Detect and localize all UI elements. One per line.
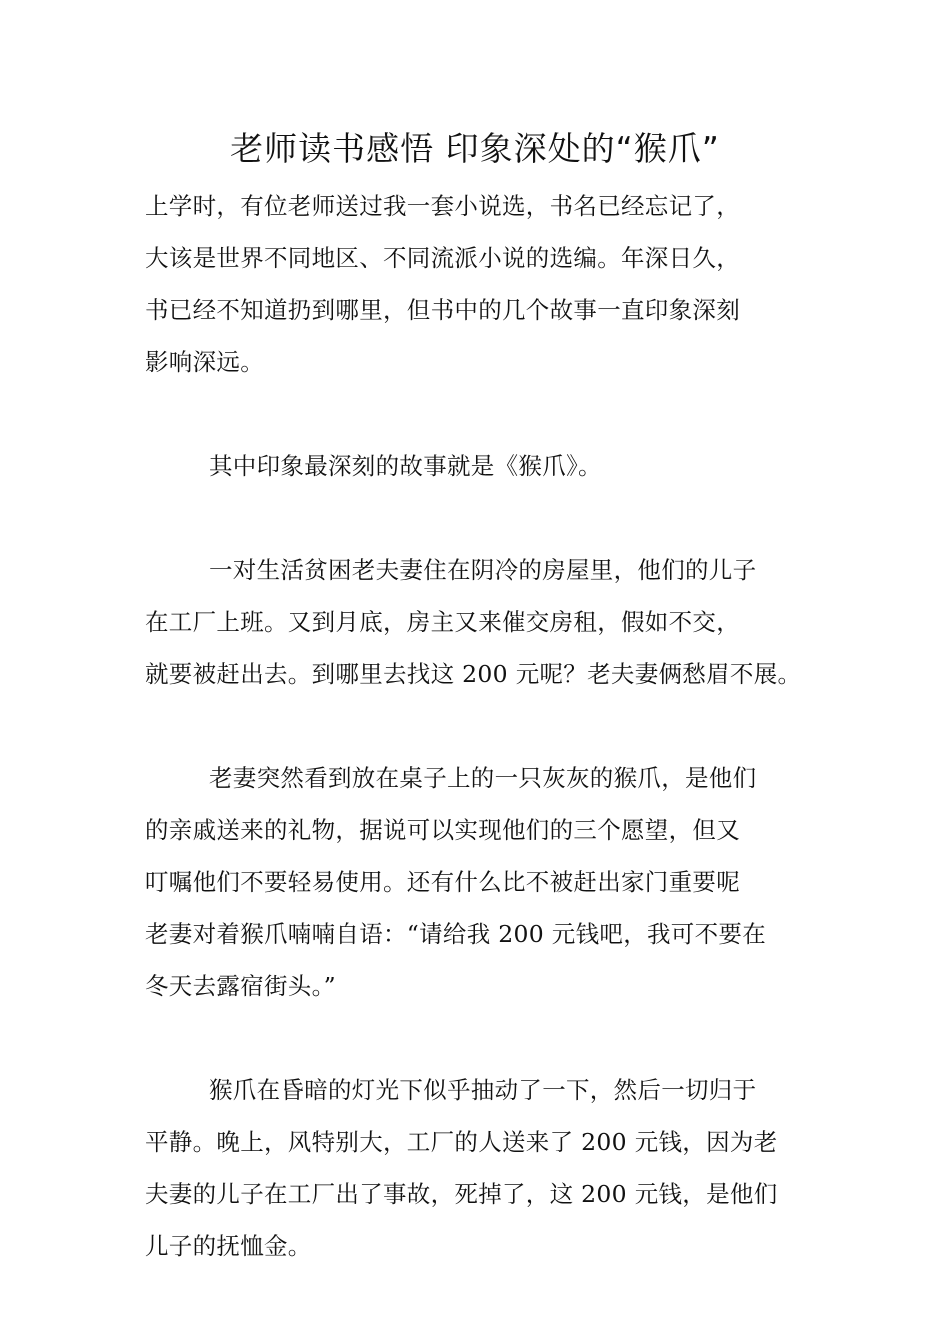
- paragraph-gap: [145, 1012, 825, 1064]
- paragraph-gap: [145, 700, 825, 752]
- paragraph-1: 上学时，有位老师送过我一套小说选，书名已经忘记了， 大该是世界不同地区、不同流派小说的选编。年深日久， 书已经不知道扔到哪里，但书中的几个故事一直印象深刻 影响深远。: [145, 192, 740, 376]
- paragraph-5: 猴爪在昏暗的灯光下似乎抽动了一下，然后一切归于 平静。晚上，风特别大，工厂的人送来了 200 元钱，因为老 夫妻的儿子在工厂出了事故，死掉了，这 200 元钱，是他们 儿子的抚恤金。: [145, 1076, 778, 1260]
- document-body: [145, 180, 825, 1272]
- paragraph-gap: [145, 388, 825, 440]
- document-title: 老师读书感悟 印象深处的“猴爪”: [230, 129, 720, 168]
- paragraph-2: 其中印象最深刻的故事就是《猴爪》。: [209, 452, 602, 480]
- paragraph-gap: [145, 492, 825, 544]
- paragraph-3: 一对生活贫困老夫妻住在阴冷的房屋里，他们的儿子 在工厂上班。又到月底，房主又来催交房租，假如不交， 就要被赶出去。到哪里去找这 200 元呢？老夫妻俩愁眉不展。: [145, 556, 802, 688]
- paragraph-4: 老妻突然看到放在桌子上的一只灰灰的猴爪，是他们 的亲戚送来的礼物，据说可以实现他们的三个愿望，但又 叮嘱他们不要轻易使用。还有什么比不被赶出家门重要呢 老妻对着猴爪喃喃自语：“请给我 200 元钱吧，我可不要在 冬天去露宿街头。”: [145, 764, 767, 1000]
